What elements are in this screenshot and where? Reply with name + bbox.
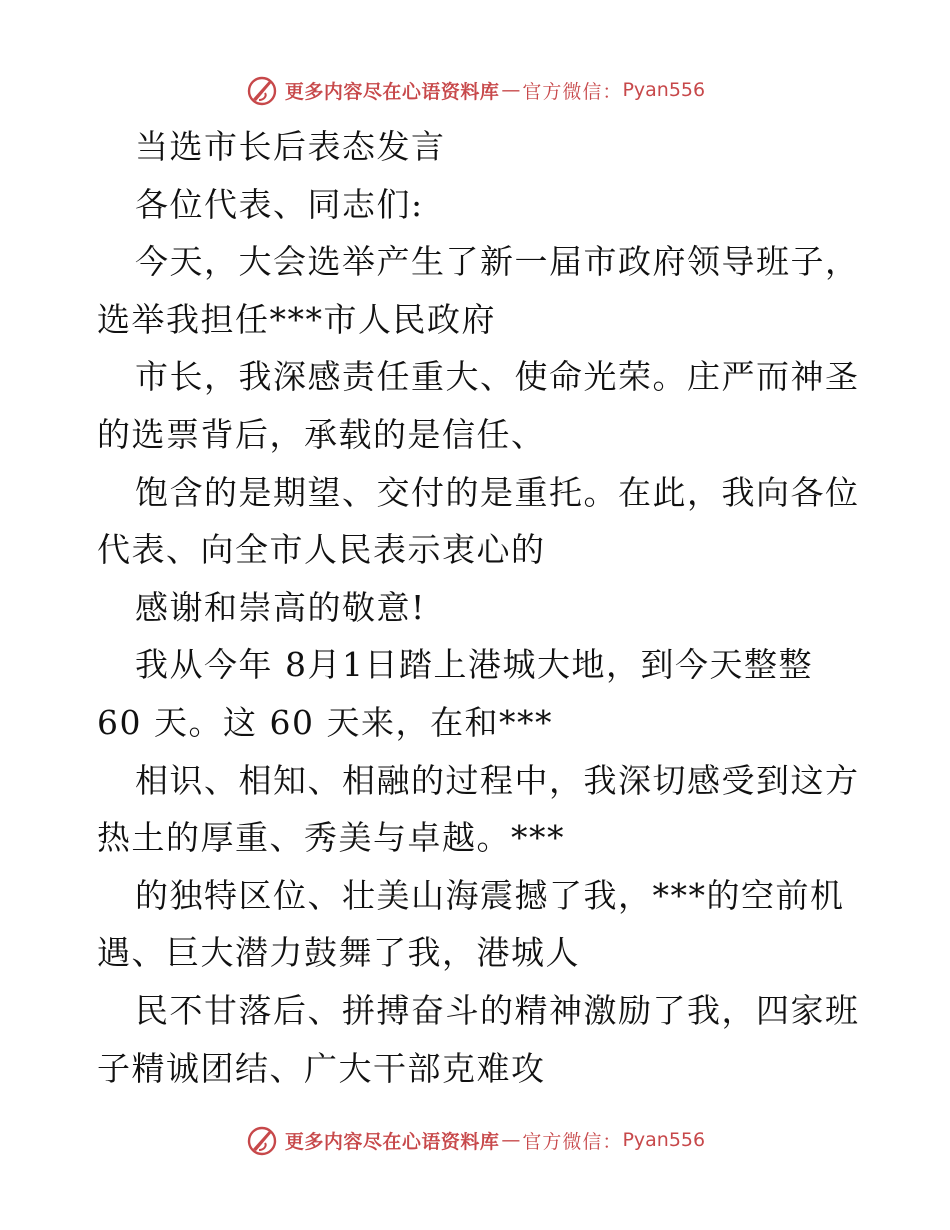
text-line: 今天，大会选举产生了新一届市政府领导班子，: [135, 242, 860, 282]
text-line: 当选市长后表态发言: [135, 127, 446, 166]
text-line: 我从今年 8月1日踏上港城大地，到今天整整: [135, 645, 813, 685]
watermark-wechat-label: 官方微信：: [522, 80, 623, 103]
text-line: 代表、向全市人民表示衷心的: [97, 530, 546, 570]
watermark-brand: 更多内容尽在心语资料库: [284, 1130, 500, 1153]
text-line: 60 天。这 60 天来，在和***: [97, 702, 553, 742]
watermark-dash: —: [501, 79, 521, 101]
watermark-dash: —: [501, 1129, 521, 1151]
text-line: 市长，我深感责任重大、使命光荣。庄严而神圣: [135, 357, 860, 397]
text-line: 相识、相知、相融的过程中，我深切感受到这方: [135, 760, 860, 800]
document-body: [97, 118, 860, 1097]
text-line: 子精诚团结、广大干部克难攻: [97, 1048, 546, 1088]
watermark-header: [0, 70, 950, 110]
quill-pen-icon: [245, 1123, 279, 1157]
watermark-wechat-id: Pyan556: [622, 79, 706, 101]
text-line: 选举我担任***市人民政府: [97, 299, 496, 339]
text-line: 民不甘落后、拼搏奋斗的精神激励了我，四家班: [135, 990, 860, 1030]
watermark-wechat-label: 官方微信：: [522, 1130, 623, 1153]
text-line: 的选票背后，承载的是信任、: [97, 414, 546, 454]
text-line: 遇、巨大潜力鼓舞了我，港城人: [97, 933, 580, 973]
text-line: 饱含的是期望、交付的是重托。在此，我向各位: [135, 472, 860, 512]
quill-pen-icon: [245, 73, 279, 107]
watermark-wechat-id: Pyan556: [622, 1129, 706, 1151]
text-line: 各位代表、同志们:: [135, 184, 424, 224]
watermark-brand: 更多内容尽在心语资料库: [284, 80, 500, 103]
text-line: 的独特区位、壮美山海震撼了我，***的空前机: [135, 875, 845, 915]
text-line: 热土的厚重、秀美与卓越。***: [97, 818, 565, 858]
watermark-footer: [0, 1120, 950, 1160]
text-line: 感谢和崇高的敬意!: [135, 587, 426, 627]
